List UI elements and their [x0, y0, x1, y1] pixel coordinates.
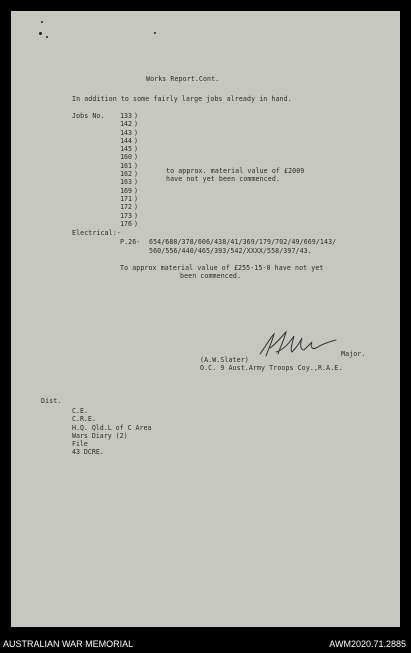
brace-mark: ) — [134, 128, 138, 137]
signatory-name: (A.W.Slater) — [200, 356, 249, 364]
report-heading: Works Report.Cont. — [146, 75, 220, 83]
job-row — [118, 170, 142, 178]
brace-mark: ) — [134, 153, 138, 162]
job-number: 133 — [120, 112, 132, 120]
brace-mark: ) — [134, 186, 138, 195]
footer-bar — [0, 636, 411, 653]
distribution-item: Wars Diary (2) — [72, 431, 128, 440]
brace-mark: ) — [134, 178, 138, 187]
brace-mark: ) — [134, 136, 138, 145]
job-number: 171 — [120, 194, 132, 203]
job-row — [118, 120, 142, 128]
brace-mark: ) — [134, 145, 138, 154]
job-row — [118, 220, 142, 228]
job-row — [118, 145, 142, 153]
job-number: 172 — [120, 203, 132, 212]
brace-mark: ) — [134, 161, 138, 170]
job-row — [118, 137, 142, 145]
job-row — [118, 162, 142, 170]
electrical-note-line2: been commenced. — [180, 272, 242, 280]
jobs-list — [118, 112, 142, 228]
electrical-line2: 560/556/440/465/393/542/XXXX/558/397/43. — [149, 247, 312, 255]
distribution-item: File — [72, 440, 88, 449]
jobs-note-line1: to approx. material value of £2009 — [166, 167, 305, 175]
electrical-note-line1: To approx material value of £255-15-0 have not yet — [120, 264, 324, 272]
distribution-list — [72, 407, 151, 457]
job-number: 160 — [120, 153, 132, 162]
job-row — [118, 129, 142, 137]
job-number: 144 — [120, 136, 132, 145]
electrical-ref: P.26- — [120, 238, 141, 246]
job-row — [118, 112, 142, 120]
electrical-line1: 654/688/378/606/438/41/369/179/702/49/669/143/ — [149, 238, 337, 246]
jobs-label: Jobs No. — [72, 112, 105, 120]
job-number: 142 — [120, 120, 132, 129]
brace-mark: ) — [134, 211, 138, 220]
electrical-label: Electrical:- — [72, 229, 121, 237]
footer-reference: AWM2020.71.2885 — [329, 639, 406, 649]
job-number: 145 — [120, 145, 132, 154]
job-row — [118, 203, 142, 211]
ink-speck — [154, 32, 156, 34]
signatory-rank: Major. — [341, 350, 366, 358]
distribution-item: 43 DCRE. — [72, 448, 104, 457]
job-row — [118, 153, 142, 161]
job-number: 143 — [120, 128, 132, 137]
footer-source: AUSTRALIAN WAR MEMORIAL — [3, 639, 134, 649]
brace-mark: ) — [134, 203, 138, 212]
jobs-note-line2: have not yet been commenced. — [166, 175, 280, 183]
job-number: 161 — [120, 161, 132, 170]
brace-mark: ) — [134, 170, 138, 179]
brace-mark: ) — [134, 120, 138, 129]
ink-speck — [39, 32, 42, 35]
job-row — [118, 178, 142, 186]
distribution-label: Dist. — [41, 397, 62, 405]
job-row — [118, 195, 142, 203]
handwritten-signature — [256, 328, 340, 362]
job-number: 163 — [120, 178, 132, 187]
distribution-item: C.E. — [72, 407, 88, 415]
distribution-item: H.Q. Qld.L of C Area — [72, 423, 152, 432]
job-number: 173 — [120, 211, 132, 220]
document-page — [11, 11, 400, 627]
brace-mark: ) — [134, 194, 138, 203]
intro-text: In addition to some fairly large jobs already in hand. — [72, 95, 292, 103]
brace-mark: ) — [134, 219, 138, 228]
job-number: 176 — [120, 219, 132, 228]
job-row — [118, 187, 142, 195]
distribution-item: C.R.E. — [72, 415, 96, 424]
ink-speck — [41, 21, 43, 23]
job-row — [118, 212, 142, 220]
job-number: 162 — [120, 170, 132, 179]
job-number: 169 — [120, 186, 132, 195]
signatory-title: O.C. 9 Aust.Army Troops Coy.,R.A.E. — [200, 364, 343, 372]
ink-speck — [46, 36, 48, 38]
brace-mark: ) — [134, 112, 138, 120]
